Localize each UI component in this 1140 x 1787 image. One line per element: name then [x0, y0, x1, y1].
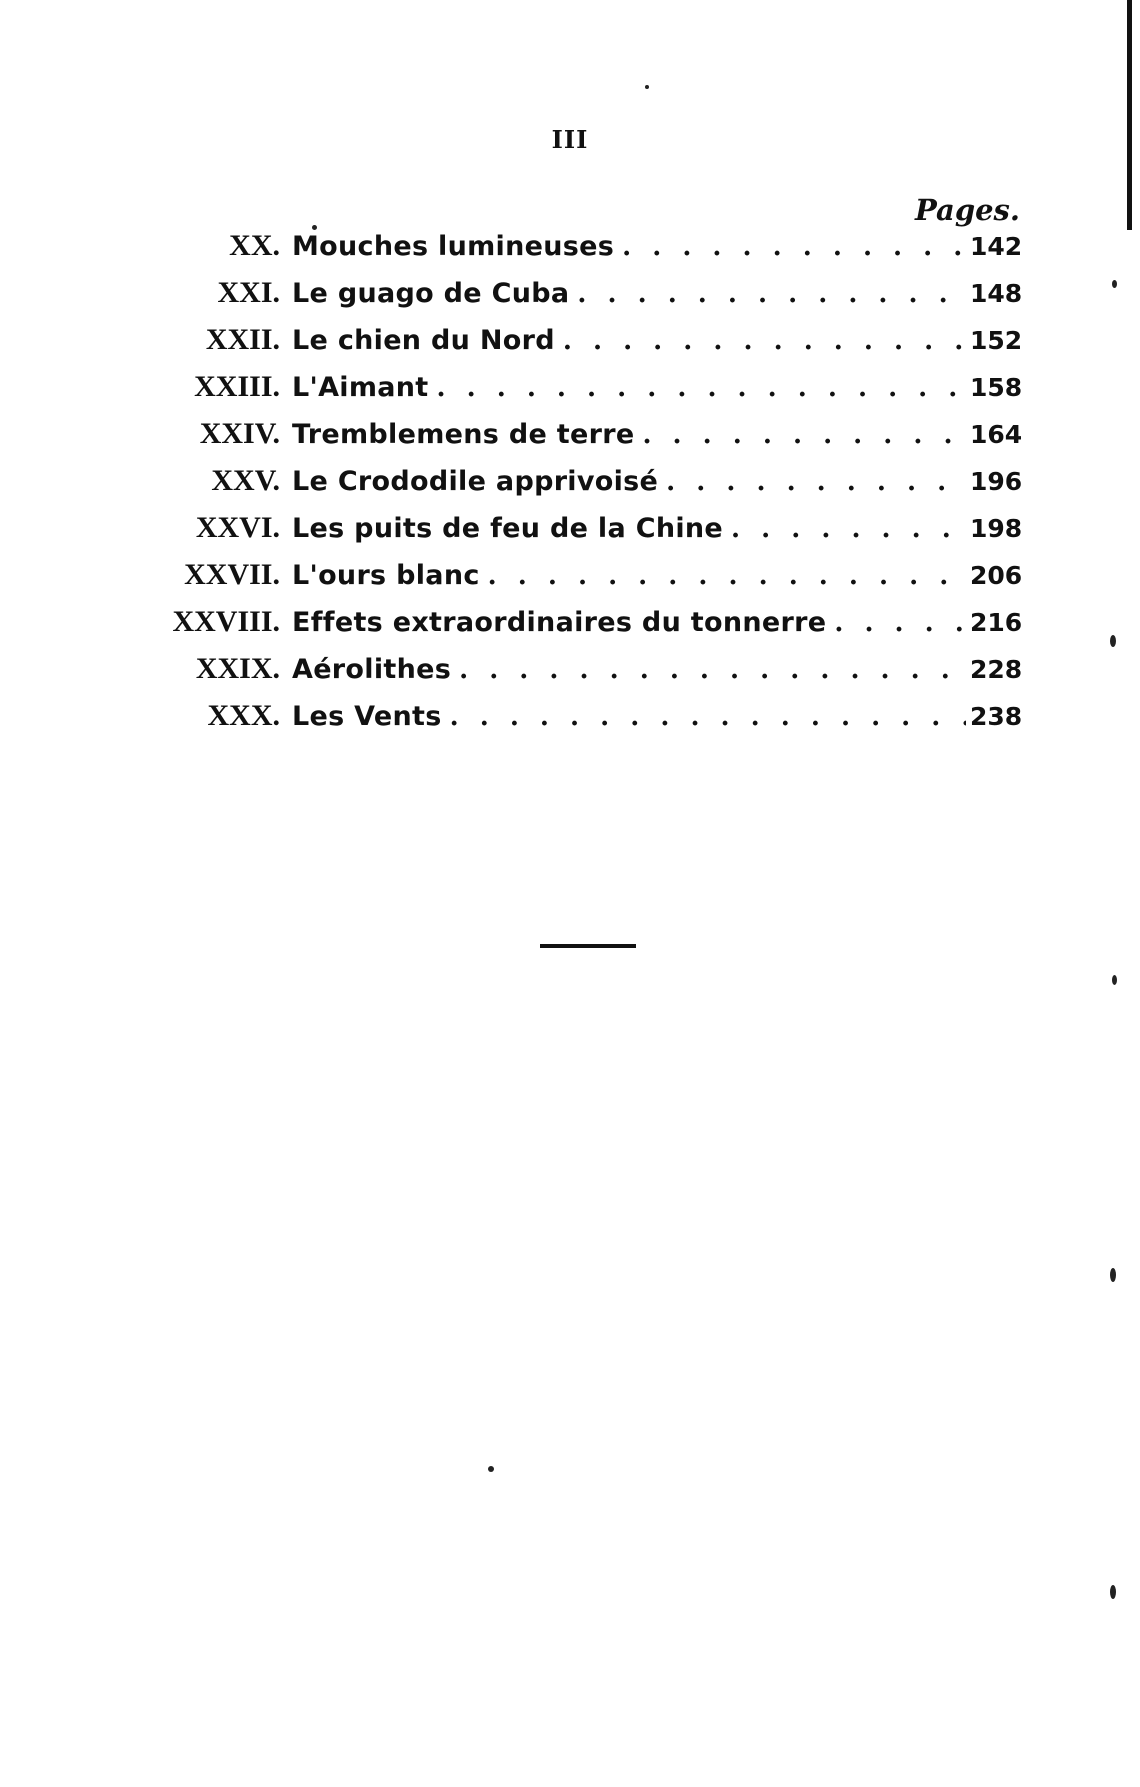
chapter-title: Le guago de Cuba: [292, 278, 570, 309]
chapter-page: 164: [970, 420, 1023, 449]
dot-leader: [459, 655, 966, 685]
dot-leader: [834, 608, 966, 638]
print-speck: [1110, 635, 1116, 647]
page-edge-line: [1127, 0, 1132, 230]
pages-column-heading: Pages.: [915, 193, 1020, 227]
toc-entry: [150, 417, 1023, 464]
chapter-title: Mouches lumineuses: [292, 231, 615, 262]
toc-entry: [150, 699, 1023, 746]
chapter-page: 228: [970, 655, 1023, 684]
dot-leader: [450, 702, 966, 732]
chapter-number: XXIV.: [199, 417, 280, 450]
chapter-number: XXIX.: [195, 652, 280, 685]
dot-leader: [488, 561, 966, 591]
chapter-title: Les Vents: [292, 701, 442, 732]
chapter-number: XXI.: [217, 276, 280, 309]
dot-leader: [577, 279, 966, 309]
chapter-page: 142: [970, 232, 1023, 261]
chapter-number: XXIII.: [194, 370, 280, 403]
chapter-title: L'Aimant: [292, 372, 429, 403]
toc-entry: [150, 464, 1023, 511]
chapter-page: 158: [970, 373, 1023, 402]
toc-entry: [150, 323, 1023, 370]
chapter-page: 148: [970, 279, 1023, 308]
chapter-title: Aérolithes: [292, 654, 452, 685]
chapter-number: XXVI.: [195, 511, 280, 544]
print-speck: [1110, 1268, 1116, 1282]
section-end-rule: [540, 944, 636, 948]
chapter-page: 152: [970, 326, 1023, 355]
chapter-title: Le Crododile apprivoisé: [292, 466, 659, 497]
chapter-title: Tremblemens de terre: [292, 419, 635, 450]
chapter-number: XXVII.: [184, 558, 280, 591]
chapter-page: 216: [970, 608, 1023, 637]
toc-entry: [150, 370, 1023, 417]
chapter-page: 196: [970, 467, 1023, 496]
dot-leader: [622, 232, 966, 262]
chapter-page: 238: [970, 702, 1023, 731]
print-speck: [1112, 280, 1117, 288]
dot-leader: [437, 373, 966, 403]
toc-entry: [150, 605, 1023, 652]
print-speck: [1112, 975, 1117, 985]
table-of-contents: [150, 229, 1023, 746]
chapter-number: XXVIII.: [172, 605, 280, 638]
toc-entry: [150, 276, 1023, 323]
chapter-page: 198: [970, 514, 1023, 543]
dot-leader: [642, 420, 966, 450]
dot-leader: [563, 326, 966, 356]
chapter-page: 206: [970, 561, 1023, 590]
dot-leader: [731, 514, 966, 544]
chapter-title: L'ours blanc: [292, 560, 480, 591]
toc-entry: [150, 558, 1023, 605]
chapter-title: Le chien du Nord: [292, 325, 555, 356]
chapter-number: XXX.: [207, 699, 280, 732]
page-number: III: [551, 125, 589, 154]
toc-entry: [150, 652, 1023, 699]
chapter-title: Les puits de feu de la Chine: [292, 513, 724, 544]
toc-entry: [150, 511, 1023, 558]
toc-entry: [150, 229, 1023, 276]
chapter-title: Effets extraordinaires du tonnerre: [292, 607, 827, 638]
chapter-number: XXII.: [205, 323, 280, 356]
print-speck: [645, 85, 649, 89]
chapter-number: XX.: [229, 229, 280, 262]
print-speck: [312, 225, 317, 230]
print-speck: [488, 1466, 494, 1472]
print-speck: [1110, 1585, 1116, 1599]
dot-leader: [666, 467, 966, 497]
chapter-number: XXV.: [211, 464, 280, 497]
